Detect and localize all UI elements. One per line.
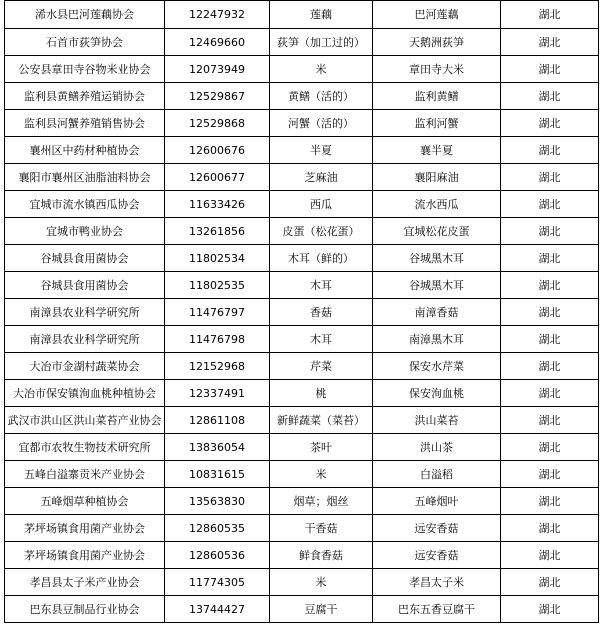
province-cell: 湖北 [501,569,599,596]
registration-number-cell: 11633426 [165,191,270,218]
province-cell: 湖北 [501,407,599,434]
applicant-cell: 茅坪场镇食用菌产业协会 [5,515,165,542]
product-cell: 桃 [270,380,373,407]
province-cell: 湖北 [501,596,599,623]
applicant-cell: 武汉市洪山区洪山菜苔产业协会 [5,407,165,434]
province-cell: 湖北 [501,380,599,407]
trademark-name-cell: 洪山茶 [373,434,501,461]
applicant-cell: 茅坪场镇食用菌产业协会 [5,542,165,569]
applicant-cell: 公安县章田寺谷物米业协会 [5,56,165,83]
trademark-name-cell: 白溢稻 [373,461,501,488]
registration-number-cell: 13563830 [165,488,270,515]
province-cell: 湖北 [501,83,599,110]
province-cell: 湖北 [501,56,599,83]
applicant-cell: 谷城县食用菌协会 [5,245,165,272]
province-cell: 湖北 [501,110,599,137]
province-cell: 湖北 [501,164,599,191]
trademark-name-cell: 南漳香菇 [373,299,501,326]
table-row [5,515,599,542]
province-cell: 湖北 [501,191,599,218]
product-cell: 香菇 [270,299,373,326]
trademark-name-cell: 巴河莲藕 [373,1,501,29]
trademark-name-cell: 天鹅洲荻笋 [373,29,501,56]
product-cell: 米 [270,569,373,596]
table-row [5,29,599,56]
trademark-name-cell: 洪山菜苔 [373,407,501,434]
province-cell: 湖北 [501,488,599,515]
applicant-cell: 宜城市流水镇西瓜协会 [5,191,165,218]
trademark-name-cell: 流水西瓜 [373,191,501,218]
table-row [5,218,599,245]
product-cell: 木耳（鲜的） [270,245,373,272]
product-cell: 芝麻油 [270,164,373,191]
product-cell: 米 [270,461,373,488]
product-cell: 荻笋（加工过的） [270,29,373,56]
applicant-cell: 五峰白溢寨贡米产业协会 [5,461,165,488]
applicant-cell: 孝昌县太子米产业协会 [5,569,165,596]
table-row [5,272,599,299]
product-cell: 半夏 [270,137,373,164]
registration-number-cell: 11802535 [165,272,270,299]
province-cell: 湖北 [501,218,599,245]
product-cell: 烟草；烟丝 [270,488,373,515]
province-cell: 湖北 [501,434,599,461]
registration-number-cell: 12860536 [165,542,270,569]
product-cell: 木耳 [270,326,373,353]
table-row [5,83,599,110]
trademark-name-cell: 五峰烟叶 [373,488,501,515]
product-cell: 黄鳝（活的） [270,83,373,110]
product-cell: 茶叶 [270,434,373,461]
trademark-name-cell: 谷城黑木耳 [373,272,501,299]
registration-number-cell: 12529868 [165,110,270,137]
trademark-name-cell: 远安香菇 [373,515,501,542]
applicant-cell: 五峰烟草种植协会 [5,488,165,515]
registration-number-cell: 12861108 [165,407,270,434]
province-cell: 湖北 [501,326,599,353]
province-cell: 湖北 [501,299,599,326]
product-cell: 鲜食香菇 [270,542,373,569]
registration-number-cell: 12469660 [165,29,270,56]
table-row [5,542,599,569]
table-row [5,326,599,353]
registration-number-cell: 11476797 [165,299,270,326]
product-cell: 芹菜 [270,353,373,380]
product-cell: 木耳 [270,272,373,299]
product-cell: 皮蛋（松花蛋） [270,218,373,245]
table-row [5,461,599,488]
trademark-name-cell: 南漳黑木耳 [373,326,501,353]
trademark-name-cell: 章田寺大米 [373,56,501,83]
table-row [5,596,599,623]
trademark-table-body [5,1,599,623]
registration-number-cell: 12860535 [165,515,270,542]
table-row [5,1,599,29]
applicant-cell: 南漳县农业科学研究所 [5,326,165,353]
applicant-cell: 监利县河蟹养殖销售协会 [5,110,165,137]
product-cell: 莲藕 [270,1,373,29]
table-row [5,569,599,596]
province-cell: 湖北 [501,137,599,164]
trademark-name-cell: 孝昌太子米 [373,569,501,596]
registration-number-cell: 11802534 [165,245,270,272]
applicant-cell: 南漳县农业科学研究所 [5,299,165,326]
product-cell: 新鲜蔬菜（菜苔） [270,407,373,434]
province-cell: 湖北 [501,1,599,29]
province-cell: 湖北 [501,353,599,380]
province-cell: 湖北 [501,245,599,272]
registration-number-cell: 11774305 [165,569,270,596]
registration-number-cell: 11476798 [165,326,270,353]
applicant-cell: 巴东县豆制品行业协会 [5,596,165,623]
table-row [5,380,599,407]
registration-number-cell: 13261856 [165,218,270,245]
province-cell: 湖北 [501,29,599,56]
applicant-cell: 浠水县巴河莲藕协会 [5,1,165,29]
trademark-name-cell: 远安香菇 [373,542,501,569]
applicant-cell: 监利县黄鳝养殖运销协会 [5,83,165,110]
product-cell: 河蟹（活的） [270,110,373,137]
registration-number-cell: 12247932 [165,1,270,29]
registration-number-cell: 10831615 [165,461,270,488]
applicant-cell: 石首市荻笋协会 [5,29,165,56]
trademark-table [4,0,599,623]
table-row [5,488,599,515]
trademark-name-cell: 巴东五香豆腐干 [373,596,501,623]
province-cell: 湖北 [501,461,599,488]
trademark-name-cell: 宜城松花皮蛋 [373,218,501,245]
trademark-name-cell: 襄阳麻油 [373,164,501,191]
registration-number-cell: 12600677 [165,164,270,191]
registration-number-cell: 13836054 [165,434,270,461]
trademark-name-cell: 谷城黑木耳 [373,245,501,272]
product-cell: 米 [270,56,373,83]
table-row [5,110,599,137]
applicant-cell: 谷城县食用菌协会 [5,272,165,299]
table-row [5,137,599,164]
product-cell: 豆腐干 [270,596,373,623]
trademark-name-cell: 保安水芹菜 [373,353,501,380]
province-cell: 湖北 [501,542,599,569]
registration-number-cell: 12529867 [165,83,270,110]
province-cell: 湖北 [501,515,599,542]
table-row [5,299,599,326]
table-row [5,407,599,434]
registration-number-cell: 12073949 [165,56,270,83]
table-row [5,191,599,218]
table-row [5,56,599,83]
table-row [5,434,599,461]
product-cell: 干香菇 [270,515,373,542]
registration-number-cell: 12337491 [165,380,270,407]
province-cell: 湖北 [501,272,599,299]
trademark-name-cell: 监利河蟹 [373,110,501,137]
table-row [5,353,599,380]
product-cell: 西瓜 [270,191,373,218]
applicant-cell: 大冶市保安镇洵血桃种植协会 [5,380,165,407]
table-row [5,164,599,191]
applicant-cell: 大冶市金湖村蔬菜协会 [5,353,165,380]
registration-number-cell: 13744427 [165,596,270,623]
trademark-name-cell: 保安洵血桃 [373,380,501,407]
applicant-cell: 宜都市农牧生物技术研究所 [5,434,165,461]
trademark-name-cell: 监利黄鳝 [373,83,501,110]
applicant-cell: 襄州区中药材种植协会 [5,137,165,164]
applicant-cell: 宜城市鸭业协会 [5,218,165,245]
registration-number-cell: 12600676 [165,137,270,164]
registration-number-cell: 12152968 [165,353,270,380]
table-row [5,245,599,272]
trademark-name-cell: 襄半夏 [373,137,501,164]
applicant-cell: 襄阳市襄州区油脂油料协会 [5,164,165,191]
